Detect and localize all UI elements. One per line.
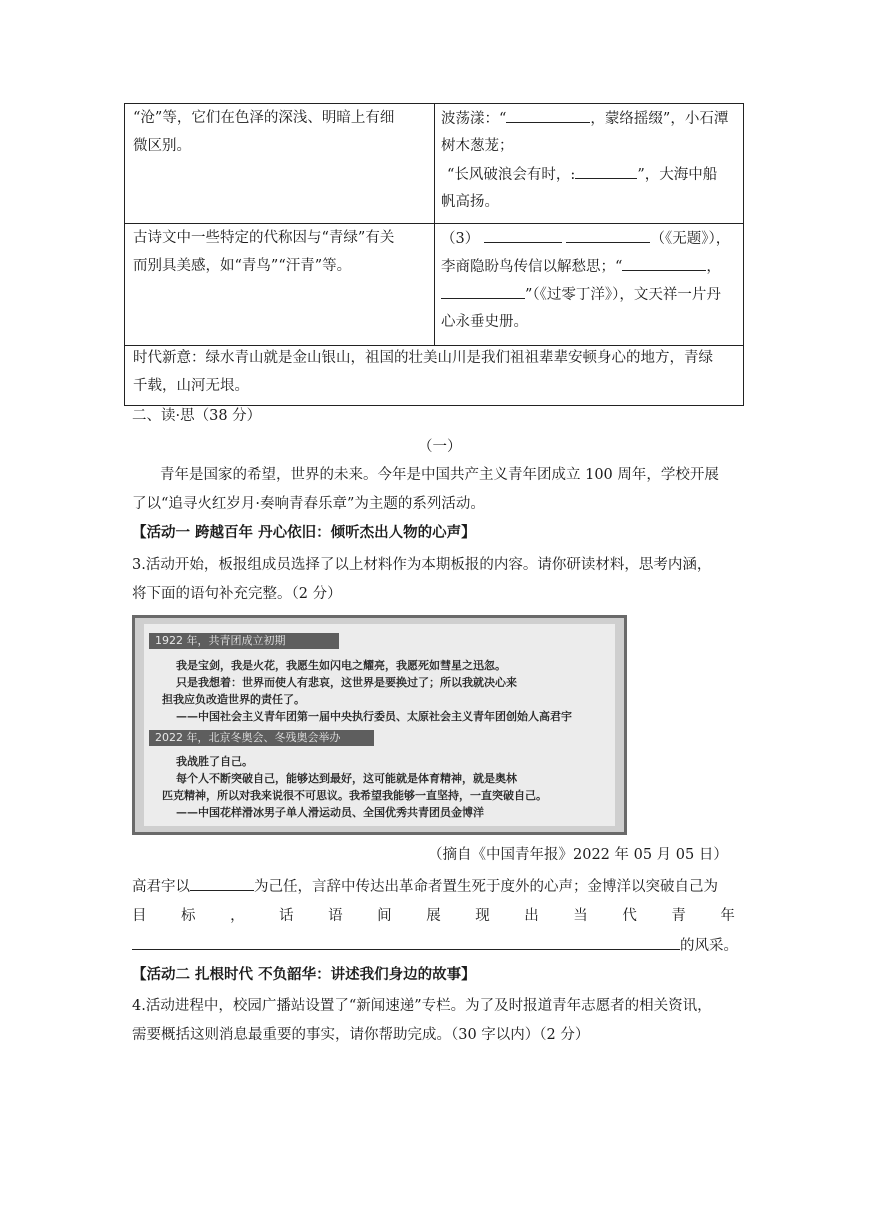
spaced-char: 展 (426, 908, 441, 924)
table-cell-text: （3） （《无题》）， (441, 228, 730, 249)
board-quote-line: 匹克精神，所以对我来说很不可思议。我希望我能够一直坚持，一直突破自己。 (162, 789, 547, 802)
question-text: 需要概括这则消息最重要的事实，请你帮助完成。（30 字以内）（2 分） (132, 1027, 590, 1043)
board-quote-line: ——中国社会主义青年团第一届中央执行委员、太原社会主义青年团创始人高君宇 (176, 710, 572, 723)
table-cell-text: 时代新意：绿水青山就是金山银山，祖国的壮美山川是我们祖祖辈辈安顿身心的地方，青绿 (133, 350, 713, 366)
table-cell-text: “长风破浪会有时，: ”，大海中船 (447, 164, 717, 185)
spaced-char: 出 (524, 908, 539, 924)
answer-blank[interactable] (622, 256, 706, 271)
table-cell-text: 李商隐盼鸟传信以解愁思；“ ， (441, 256, 721, 277)
fill-in-sentence-spaced (132, 906, 735, 926)
spaced-char: 话 (279, 908, 294, 924)
answer-blank[interactable] (190, 876, 254, 891)
board-quote-line: 担我应负改造世界的责任了。 (162, 693, 305, 706)
spaced-char: 语 (328, 908, 343, 924)
board-quote-line: 每个人不断突破自己，能够达到最好，这可能就是体育精神，就是奥林 (176, 772, 517, 785)
board-quote-line: 我战胜了自己。 (176, 755, 253, 768)
poetry-table (124, 103, 744, 406)
answer-blank[interactable] (506, 108, 590, 123)
table-cell-text: 帆高扬。 (441, 194, 499, 210)
table-cell-text: “沧”等，它们在色泽的深浅、明暗上有细 (133, 110, 395, 126)
answer-blank[interactable] (441, 284, 525, 299)
table-cell-text: 而别具美感，如“青鸟”“汗青”等。 (133, 258, 352, 274)
table-cell-text: 树木葱茏； (441, 138, 514, 154)
spaced-char: 当 (573, 908, 588, 924)
table-cell-text: 心永垂史册。 (441, 314, 528, 330)
activity-heading: 【活动二 扎根时代 不负韶华：讲述我们身边的故事】 (132, 966, 476, 983)
spaced-char: 标 (181, 908, 196, 924)
part-label: （一） (418, 439, 462, 455)
spaced-char: 代 (622, 908, 637, 924)
table-cell-text: 古诗文中一些特定的代称因与“青绿”有关 (133, 230, 395, 246)
question-text: 3.活动开始，板报组成员选择了以上材料作为本期板报的内容。请你研读材料，思考内涵， (132, 557, 712, 573)
section-title: 二、读·思（38 分） (132, 408, 262, 424)
board-header: 2022 年，北京冬奥会、冬残奥会举办 (149, 730, 374, 746)
spaced-char: 青 (671, 908, 686, 924)
spaced-char: ， (230, 908, 245, 924)
answer-blank[interactable] (575, 164, 637, 179)
activity-heading: 【活动一 跨越百年 丹心依旧：倾听杰出人物的心声】 (132, 524, 476, 541)
question-text: 将下面的语句补充完整。（2 分） (132, 586, 342, 602)
spaced-char: 目 (132, 908, 147, 924)
answer-blank[interactable] (132, 935, 680, 950)
fill-in-sentence: 的风采。 (132, 935, 738, 956)
spaced-char: 间 (377, 908, 392, 924)
board-header: 1922 年，共青团成立初期 (149, 633, 339, 649)
table-cell-text: 千载，山河无垠。 (133, 378, 249, 394)
source-citation: （摘自《中国青年报》2022 年 05 月 05 日） (428, 847, 728, 863)
table-divider-row1 (125, 223, 743, 224)
question-text: 4.活动进程中，校园广播站设置了“新闻速递”专栏。为了及时报道青年志愿者的相关资讯， (132, 998, 712, 1014)
table-divider-vertical (434, 104, 435, 345)
board-quote-line: 只是我想着：世界而使人有悲哀，这世界是要换过了；所以我就决心来 (176, 676, 517, 689)
spaced-char: 年 (720, 908, 735, 924)
intro-text: 青年是国家的希望，世界的未来。今年是中国共产主义青年团成立 100 周年，学校开展 (160, 467, 719, 483)
answer-blank[interactable] (566, 228, 650, 243)
table-cell-text: ”（《过零丁洋》），文天祥一片丹 (441, 284, 721, 305)
board-quote-line: ——中国花样滑冰男子单人滑运动员、全国优秀共青团员金博洋 (176, 806, 484, 819)
intro-text: 了以“追寻火红岁月·奏响青春乐章”为主题的系列活动。 (132, 496, 485, 512)
fill-in-sentence: 高君宇以 为己任，言辞中传达出革命者置生死于度外的心声；金博洋以突破自己为 (132, 876, 718, 897)
table-cell-text: 微区别。 (133, 138, 191, 154)
board-quote-line: 我是宝剑，我是火花，我愿生如闪电之耀亮，我愿死如彗星之迅忽。 (176, 659, 506, 672)
spaced-char: 现 (475, 908, 490, 924)
answer-blank[interactable] (484, 228, 562, 243)
blackboard-image (132, 615, 627, 835)
table-divider-row2 (125, 345, 743, 346)
table-cell-text: 波荡漾：“ ，蒙络摇缀”，小石潭 (441, 108, 728, 129)
